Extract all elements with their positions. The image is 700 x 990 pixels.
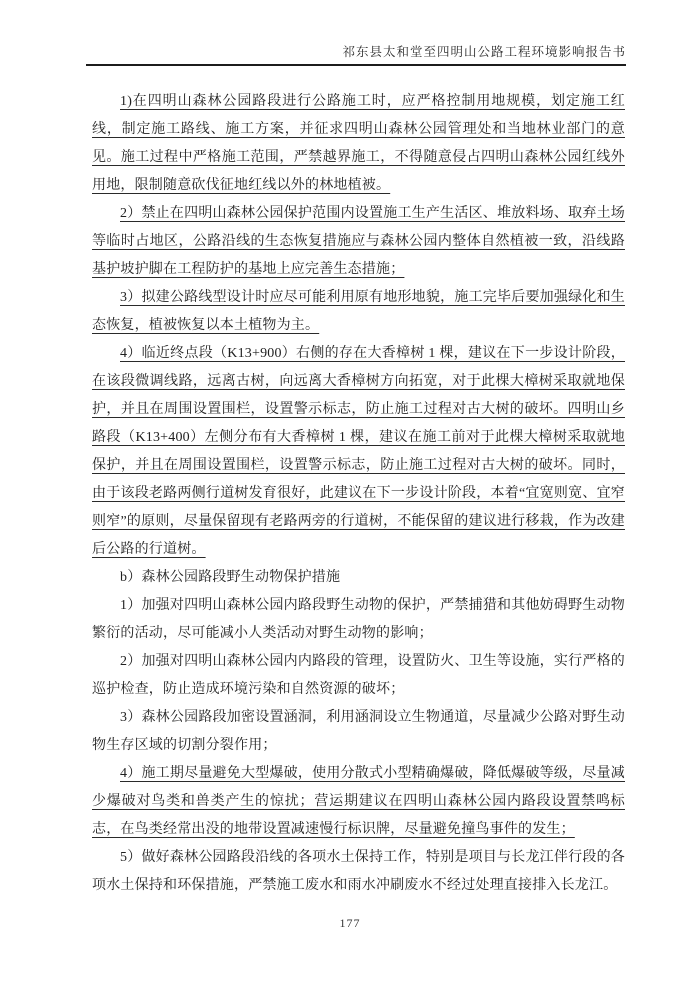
paragraph-b5-soil-water-conservation: 5）做好森林公园路段沿线的各项水土保持工作，特别是项目与长龙江伴行段的各项水土保持和环保措施，严禁施工废水和雨水冲刷废水不经过处理直接排入长龙江。 [92,850,625,893]
paragraph-1-construction-redline: 1)在四明山森林公园路段进行公路施工时，应严格控制用地规模，划定施工红线，制定施工路线、施工方案，并征求四明山森林公园管理处和当地林业部门的意见。施工过程中严格施工范围，严禁越界施工，不得随意侵占四明山森林公园红线外用地，限制随意砍伐征地红线以外的林地植被。 [92,94,625,193]
paragraph-b3-culvert-passages: 3）森林公园路段加密设置涵洞，利用涵洞设立生物通道，尽量减少公路对野生动物生存区域的切割分裂作用； [92,710,625,753]
paragraph-3-road-alignment: 3）拟建公路线型设计时应尽可能利用原有地形地貌，施工完毕后要加强绿化和生态恢复，植被恢复以本土植物为主。 [92,290,625,333]
paragraph-b2-park-management: 2）加强对四明山森林公园内内路段的管理，设置防火、卫生等设施，实行严格的巡护检查，防止造成环境污染和自然资源的破坏； [92,654,625,697]
heading-b-wildlife-protection: b）森林公园路段野生动物保护措施 [120,570,341,585]
document-body [92,88,625,900]
paragraph-b1-wildlife-protection: 1）加强对四明山森林公园内路段野生动物的保护，严禁捕猎和其他妨碍野生动物繁衍的活动，尽可能减小人类活动对野生动物的影响； [92,598,625,641]
page-header-title: 祁东县太和堂至四明山公路工程环境影响报告书 [342,45,626,59]
paragraph-b4-blasting-control: 4）施工期尽量避免大型爆破，使用分散式小型精确爆破，降低爆破等级，尽量减少爆破对鸟类和兽类产生的惊扰；营运期建议在四明山森林公园内路段设置禁鸣标志，在鸟类经常出没的地带设置减速慢行标识牌，尽量避免撞鸟事件的发生； [92,766,625,837]
header-divider-line [86,64,626,66]
paragraph-2-forbidden-zones: 2）禁止在四明山森林公园保护范围内设置施工生产生活区、堆放料场、取弃土场等临时占地区，公路沿线的生态恢复措施应与森林公园内整体自然植被一致，沿线路基护坡护脚在工程防护的基地上应完善生态措施； [92,206,625,277]
page-number: 177 [339,916,361,930]
paragraph-4-camphor-trees: 4）临近终点段（K13+900）右侧的存在大香樟树 1 棵，建议在下一步设计阶段，在该段微调线路，远离古树，向远离大香樟树方向拓宽，对于此棵大樟树采取就地保护，并且在周围设置围栏，设置警示标志，防止施工过程对古大树的破坏。四明山乡路段（K13+400）左侧分布有大香樟树 1 棵，建议在施工前对于此棵大樟树采取就地保护，并且在周围设置围栏，设置警示标志，防止施工过程对古大树的破坏。同时，由于该段老路两侧行道树发育很好，此建议在下一步设计阶段，本着“宜宽则宽、宜窄则窄”的原则，尽量保留现有老路两旁的行道树，不能保留的建议进行移栽，作为改建后公路的行道树。 [92,346,625,557]
